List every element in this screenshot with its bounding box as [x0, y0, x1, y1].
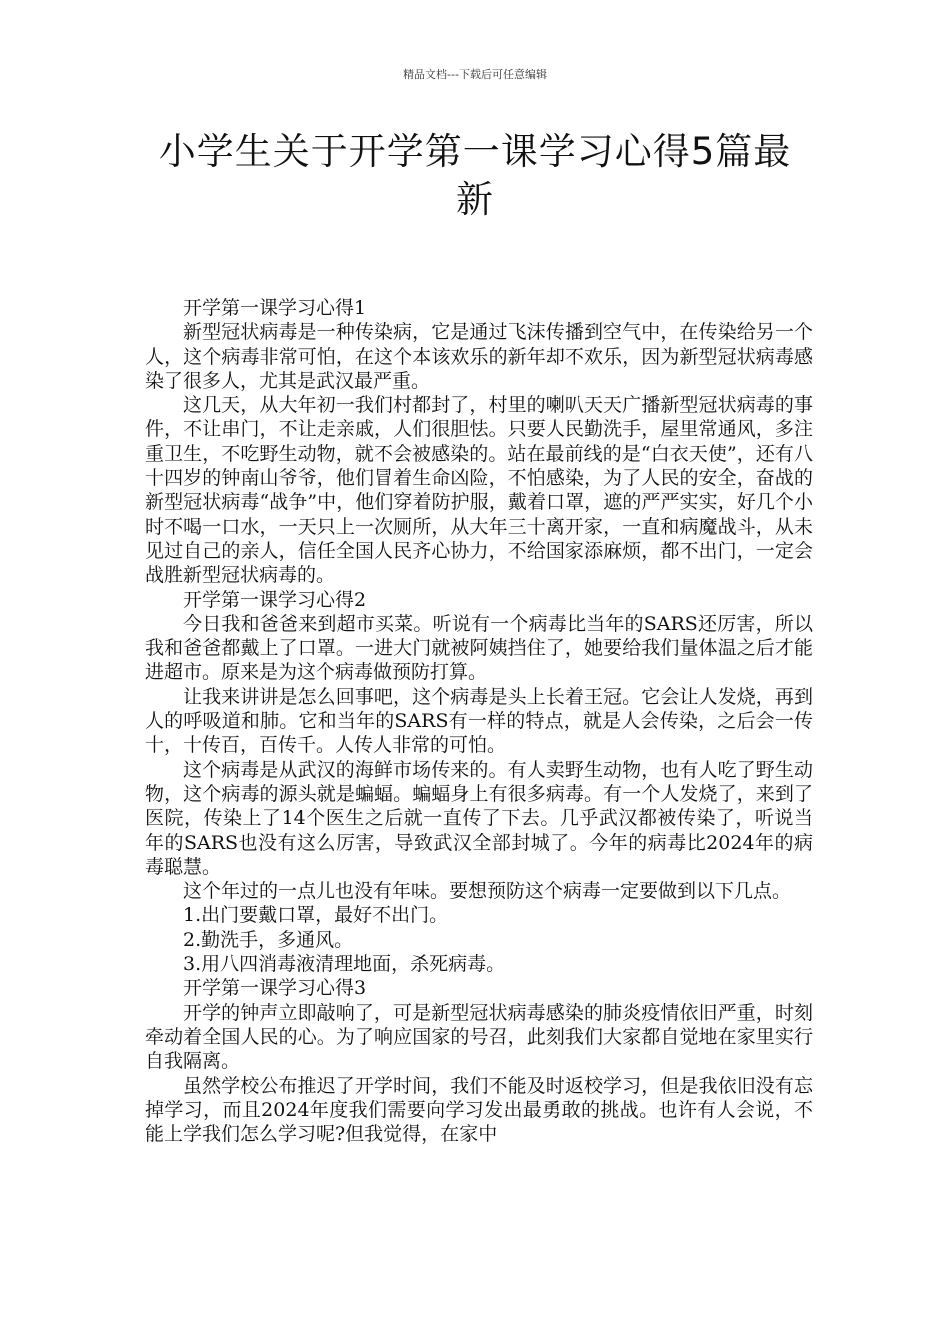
page-header: 精品文档---下载后可任意编辑	[403, 68, 547, 81]
section-heading-2: 开学第一课学习心得2	[183, 588, 367, 611]
document-title: 小学生关于开学第一课学习心得5篇最新	[158, 130, 792, 221]
paragraph: 这个年过的一点儿也没有年味。要想预防这个病毒一定要做到以下几点。	[183, 880, 792, 903]
paragraph: 这个病毒是从武汉的海鲜市场传来的。有人卖野生动物，也有人吃了野生动物，这个病毒的源头就是蝙蝠。蝙蝠身上有很多病毒。有一个人发烧了，来到了医院，传染上了14个医生之后就一直传了下去。几乎武汉都被传染了，听说当年的SARS也没有这么厉害，导致武汉全部封城了。今年的病毒比2024年的病毒聪慧。	[145, 758, 813, 878]
section-heading-3: 开学第一课学习心得3	[183, 977, 367, 1000]
list-item: 2.勤洗手，多通风。	[183, 928, 354, 951]
document-body	[145, 296, 813, 1146]
paragraph: 这几天，从大年初一我们村都封了，村里的喇叭天天广播新型冠状病毒的事件，不让串门，不让走亲戚，人们很胆怯。只要人民勤洗手，屋里常通风，多注重卫生，不吃野生动物，就不会被感染的。站在最前线的是“白衣天使”，还有八十四岁的钟南山爷爷，他们冒着生命凶险，不怕感染，为了人民的安全，奋战的新型冠状病毒“战争”中，他们穿着防护服，戴着口罩，遮的严严实实，好几个小时不喝一口水，一天只上一次厕所，从大年三十离开家，一直和病魔战斗，从未见过自己的亲人，信任全国人民齐心协力，不给国家添麻烦，都不出门，一定会战胜新型冠状病毒的。	[145, 394, 813, 587]
paragraph: 新型冠状病毒是一种传染病，它是通过飞沫传播到空气中，在传染给另一个人，这个病毒非常可怕，在这个本该欢乐的新年却不欢乐，因为新型冠状病毒感染了很多人，尤其是武汉最严重。	[145, 321, 813, 392]
list-item: 3.用八四消毒液清理地面，杀死病毒。	[183, 953, 506, 976]
paragraph: 虽然学校公布推迟了开学时间，我们不能及时返校学习，但是我依旧没有忘掉学习，而且2024年度我们需要向学习发出最勇敢的挑战。也许有人会说，不能上学我们怎么学习呢?但我觉得，在家中	[145, 1074, 813, 1146]
paragraph: 今日我和爸爸来到超市买菜。听说有一个病毒比当年的SARS还厉害，所以我和爸爸都戴上了口罩。一进大门就被阿姨挡住了，她要给我们量体温之后才能进超市。原来是为这个病毒做预防打算。	[145, 612, 813, 684]
paragraph: 开学的钟声立即敲响了，可是新型冠状病毒感染的肺炎疫情依旧严重，时刻牵动着全国人民的心。为了响应国家的号召，此刻我们大家都自觉地在家里实行自我隔离。	[145, 1001, 813, 1073]
paragraph: 让我来讲讲是怎么回事吧，这个病毒是头上长着王冠。它会让人发烧，再到人的呼吸道和肺。它和当年的SARS有一样的特点，就是人会传染，之后会一传十，十传百，百传千。人传人非常的可怕。	[145, 685, 813, 757]
section-heading-1: 开学第一课学习心得1	[183, 297, 367, 319]
list-item: 1.出门要戴口罩，最好不出门。	[183, 904, 449, 927]
